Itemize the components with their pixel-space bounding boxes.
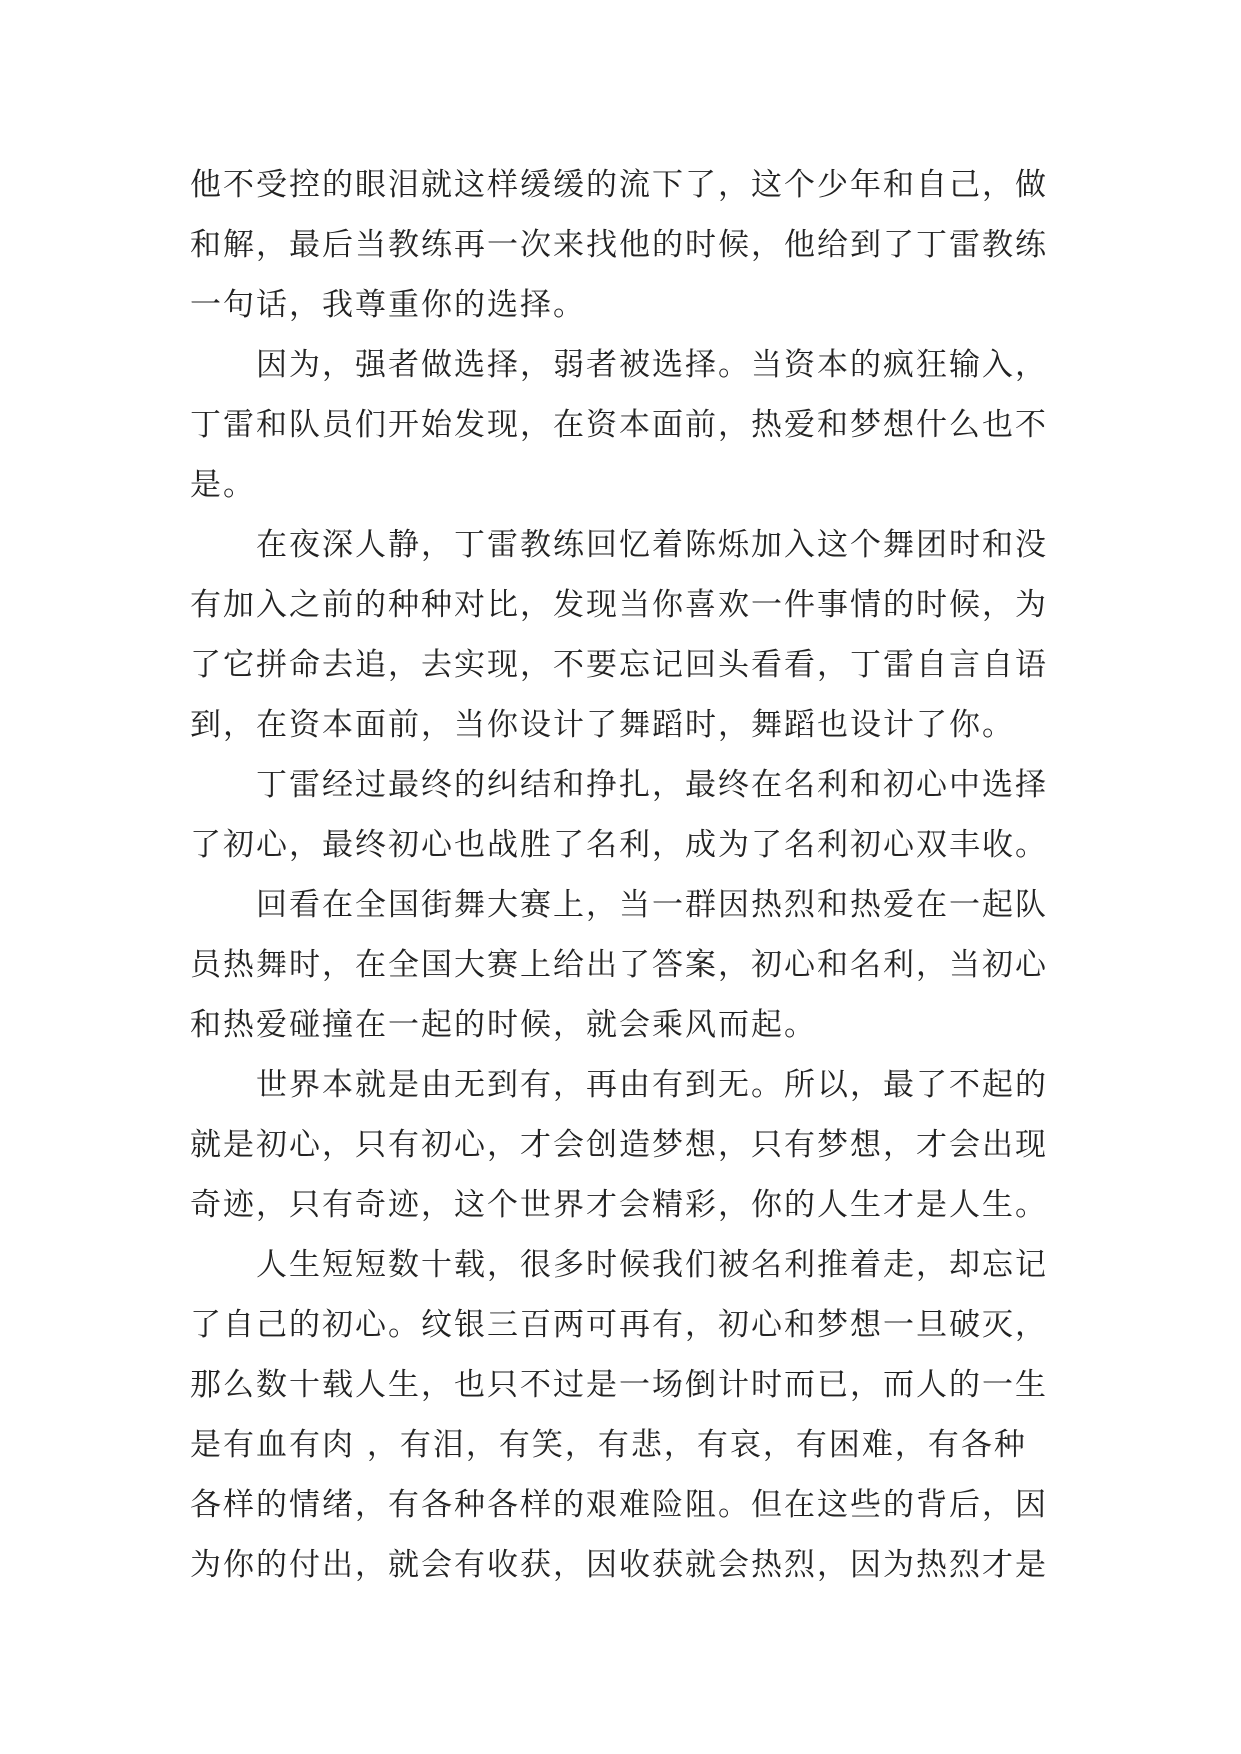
paragraph-2 xyxy=(190,335,1060,515)
text-line: 各样的情绪，有各种各样的艰难险阻。但在这些的背后，因 xyxy=(190,1487,1048,1523)
text-line: 丁雷和队员们开始发现，在资本面前，热爱和梦想什么也不 xyxy=(190,407,1048,443)
text-line: 人生短短数十载，很多时候我们被名利推着走，却忘记 xyxy=(256,1247,1048,1283)
paragraph-6 xyxy=(190,1055,1060,1235)
text-line: 了自己的初心。纹银三百两可再有，初心和梦想一旦破灭， xyxy=(190,1307,1048,1343)
text-line: 丁雷经过最终的纠结和挣扎，最终在名利和初心中选择 xyxy=(256,767,1048,803)
text-line: 奇迹，只有奇迹，这个世界才会精彩，你的人生才是人生。 xyxy=(190,1187,1048,1223)
text-line: 回看在全国街舞大赛上，当一群因热烈和热爱在一起队 xyxy=(256,887,1048,923)
paragraph-4 xyxy=(190,755,1060,875)
text-line: 他不受控的眼泪就这样缓缓的流下了，这个少年和自己，做 xyxy=(190,167,1048,203)
text-line: 在夜深人静，丁雷教练回忆着陈烁加入这个舞团时和没 xyxy=(256,527,1048,563)
paragraph-1 xyxy=(190,155,1060,335)
text-line: 为你的付出，就会有收获，因收获就会热烈，因为热烈才是 xyxy=(190,1547,1048,1583)
paragraph-5 xyxy=(190,875,1060,1055)
text-line: 到，在资本面前，当你设计了舞蹈时，舞蹈也设计了你。 xyxy=(190,707,1015,743)
text-line: 世界本就是由无到有，再由有到无。所以，最了不起的 xyxy=(256,1067,1048,1103)
text-line: 是。 xyxy=(190,467,256,503)
body-text xyxy=(190,155,1060,1595)
text-line: 就是初心，只有初心，才会创造梦想，只有梦想，才会出现 xyxy=(190,1127,1048,1163)
text-line: 员热舞时，在全国大赛上给出了答案，初心和名利，当初心 xyxy=(190,947,1048,983)
text-line: 和解，最后当教练再一次来找他的时候，他给到了丁雷教练 xyxy=(190,227,1048,263)
text-line: 了初心，最终初心也战胜了名利，成为了名利初心双丰收。 xyxy=(190,827,1048,863)
text-line: 那么数十载人生，也只不过是一场倒计时而已，而人的一生 xyxy=(190,1367,1048,1403)
text-line: 有加入之前的种种对比，发现当你喜欢一件事情的时候，为 xyxy=(190,587,1048,623)
paragraph-3 xyxy=(190,515,1060,755)
text-line: 了它拼命去追，去实现，不要忘记回头看看，丁雷自言自语 xyxy=(190,647,1048,683)
text-line: 因为，强者做选择，弱者被选择。当资本的疯狂输入， xyxy=(256,347,1048,383)
text-line: 是有血有肉 ，有泪，有笑，有悲，有哀，有困难，有各种 xyxy=(190,1427,1027,1463)
text-line: 和热爱碰撞在一起的时候，就会乘风而起。 xyxy=(190,1007,817,1043)
paragraph-7 xyxy=(190,1235,1060,1595)
text-line: 一句话，我尊重你的选择。 xyxy=(190,287,586,323)
